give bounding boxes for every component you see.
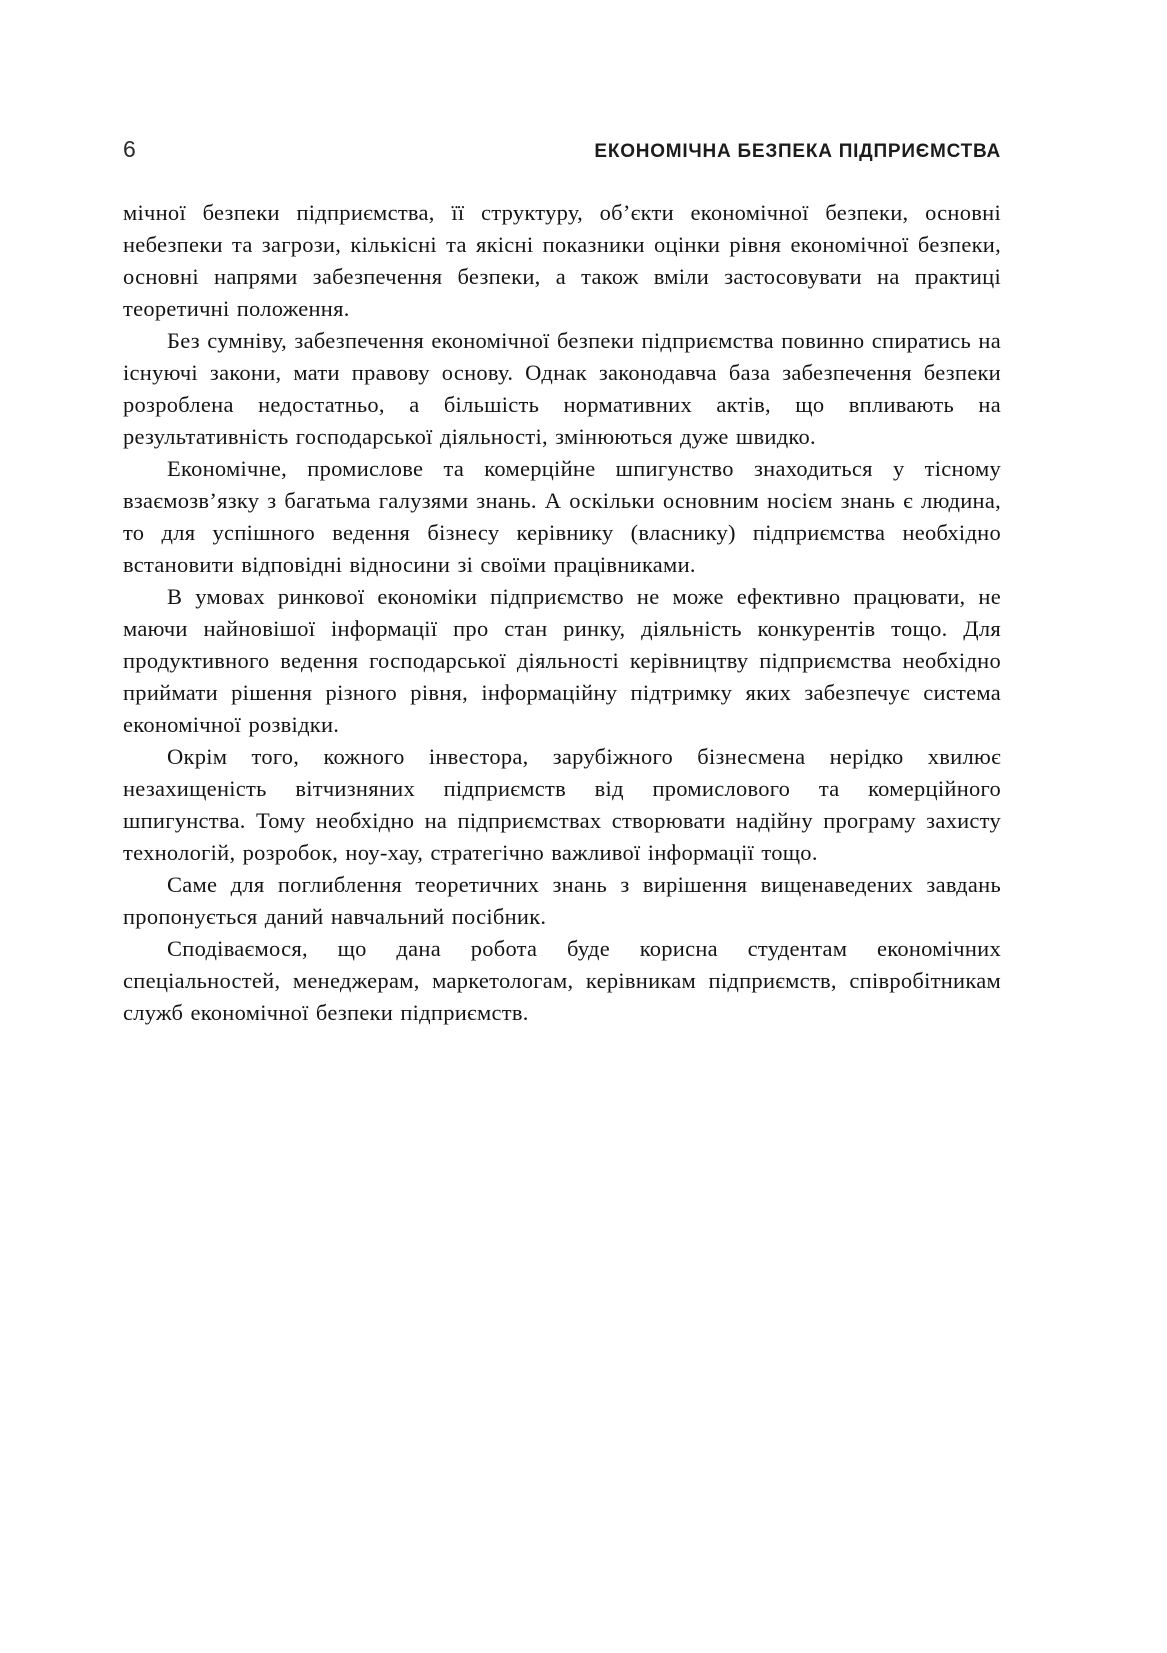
paragraph: Без сумніву, забезпечення економічної безпеки підприємства повинно спиратись на існуючі закони, мати правову основу. Однак законодавча база забезпечення безпеки розроблена недостатньо, а більшість нормативних актів, що впливають на результативність господарської діяльності, змінюються дуже швидко. <box>123 328 1001 449</box>
running-header-title: ЕКОНОМІЧНА БЕЗПЕКА ПІДПРИЄМСТВА <box>594 141 1001 162</box>
paragraph: Окрім того, кожного інвестора, зарубіжного бізнесмена нерідко хвилює незахищеність вітчизняних підприємств від промислового та комерційного шпигунства. Тому необхідно на підприємствах створювати надійну програму захисту технологій, розробок, ноу-хау, стратегічно важливої інформації тощо. <box>123 744 1001 865</box>
paragraph: Економічне, промислове та комерційне шпигунство знаходиться у тісному взаємозв’язку з багатьма галузями знань. А оскільки основним носієм знань є людина, то для успішного ведення бізнесу керівнику (власнику) підприємства необхідно встановити відповідні відносини зі своїми працівниками. <box>123 456 1001 577</box>
page-number: 6 <box>123 136 136 162</box>
paragraph: Саме для поглиблення теоретичних знань з вирішення вищенаведених завдань пропонується даний навчальний посібник. <box>123 872 1001 929</box>
paragraph: В умовах ринкової економіки підприємство не може ефективно працювати, не маючи найновішої інформації про стан ринку, діяльність конкурентів тощо. Для продуктивного ведення господарської діяльності керівництву підприємства необхідно приймати рішення різного рівня, інформаційну підтримку яких забезпечує система економічної розвідки. <box>123 584 1001 737</box>
page-body <box>123 197 1001 1029</box>
paragraph: Сподіваємося, що дана робота буде корисна студентам економічних спеціальностей, менеджерам, маркетологам, керівникам підприємств, співробітникам служб економічної безпеки підприємств. <box>123 936 1001 1025</box>
paragraph: мічної безпеки підприємства, її структуру, об’єкти економічної безпеки, основні небезпеки та загрози, кількісні та якісні показники оцінки рівня економічної безпеки, основні напрями забезпечення безпеки, а також вміли застосовувати на практиці теоретичні положення. <box>123 200 1001 321</box>
running-header <box>123 136 1001 163</box>
